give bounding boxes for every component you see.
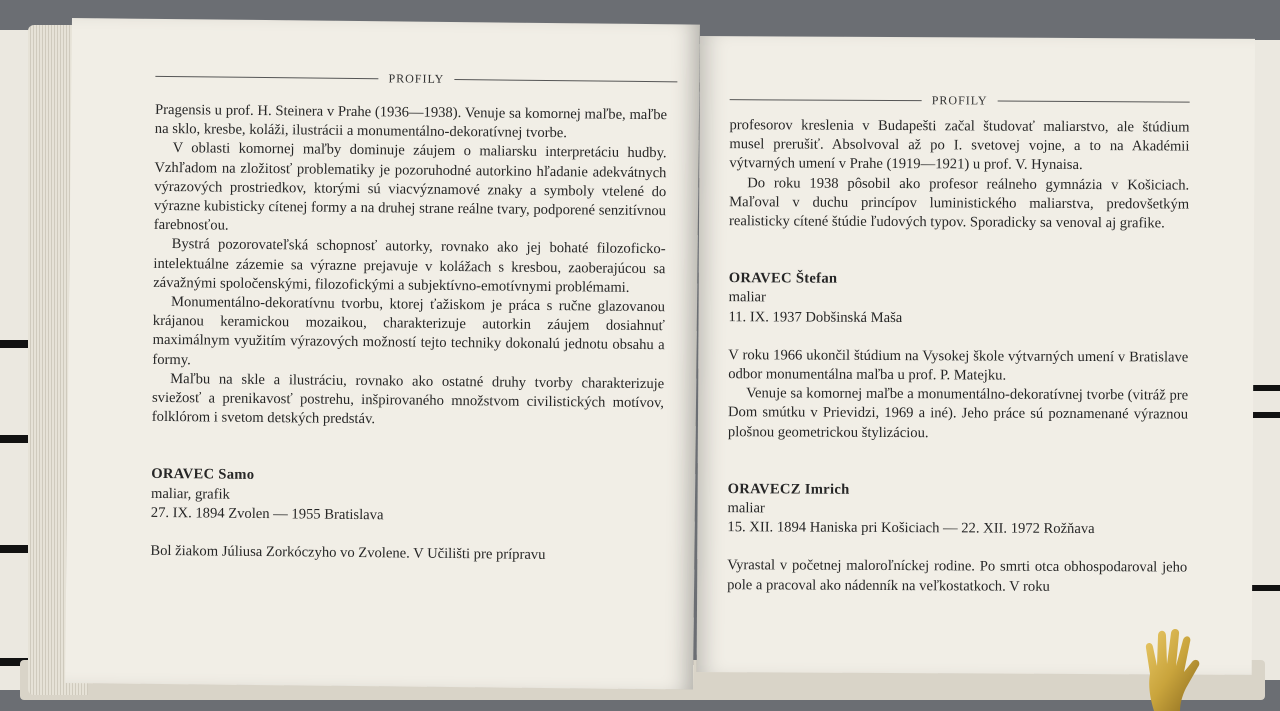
paragraph: V oblasti komornej maľby dominuje záujem o maliarsku interpretáciu hudby. Vzhľadom na zložitosť problematiky je pozoruhodné autorkino hľadanie adekvátnych výrazových prostriedkov, ktorými sú viacvýznamové znaky a symboly vtelené do výrazne kubisticky cítenej formy a na druhej strane reálne tvary, podporené senzitívnou farebnosťou. [153,140,667,234]
paragraph: Pragensis u prof. H. Steinera v Prahe (1936—1938). Venuje sa komornej maľbe, maľbe na sklo, kresbe, koláži, ilustrácii a monumentálno-dekoratívnej tvorbe. [154,101,668,142]
paragraph: Maľbu na skle a ilustráciu, rovnako ako ostatné druhy tvorby charakterizuje sviežosť a prenikavosť postrehu, inšpirovaného množstvom civilistických motívov, folklórom i svetom detských predstáv. [151,370,665,428]
paragraph: Do roku 1938 pôsobil ako profesor reálneho gymnázia v Košiciach. Maľoval v duchu princípov luministického maliarstva, predovšetkým realisticky cítené štúdie ľudových typov. Sporadicky sa venoval aj grafike. [728,174,1190,232]
artist-profession: maliar [727,500,765,517]
artist-entry [728,269,1189,444]
head-rule [730,99,922,101]
running-head-text: PROFILY [388,71,445,86]
paragraph: Bol žiakom Júliusa Zorkóczyho vo Zvolene. V Učilišti pre prípravu [150,542,546,564]
artist-entry [150,465,663,566]
artist-entry [727,480,1188,597]
paragraph: Monumentálno-dekoratívnu tvorbu, ktorej ťažiskom je práca s ručne glazovanou krájanou keramickou mozaikou, charakterizuje autorkin záujem dosiahnuť maximálnym využitím výrazových možností tejto techniky dokonalú jednotu obsahu a formy. [152,294,666,368]
artist-profession: maliar, grafik [150,485,230,503]
paragraph: Vyrastal v početnej maloroľníckej rodine. Po smrti otca obhospodaroval jeho pole a pracoval ako nádenník na veľkostatkoch. V roku [727,557,1188,595]
brass-hand-page-holder-icon [1140,628,1210,711]
paragraph: Bystrá pozorovateľská schopnosť autorky, rovnako ako jej bohaté filozoficko-intelektuálne zázemie sa výrazne prejavuje v kolážach s kresbou, zaoberajúcou sa závažnými spoločenskými, filozofickými a subjektívno-emotívnymi problémami. [153,236,666,296]
running-head-text: PROFILY [931,93,988,108]
artist-name: ORAVEC Štefan [728,270,838,287]
left-page [65,18,700,690]
left-text-block [150,101,667,567]
artist-dates: 11. IX. 1937 Dobšinská Maša [728,308,903,326]
artist-dates: 27. IX. 1894 Zvolen — 1955 Bratislava [150,504,384,524]
head-rule [998,101,1190,103]
head-rule [454,79,677,82]
artist-name: ORAVECZ Imrich [727,480,850,498]
paragraph: profesorov kreslenia v Budapešti začal študovať maliarstvo, ale štúdium musel prerušiť. Absolvoval až po I. svetovej vojne, a to na Akadémii výtvarných umení v Prahe (1919—1921) u prof. V. Hynaisa. [729,117,1190,174]
running-head-left [155,69,677,89]
running-head-right [730,92,1190,109]
artist-profession: maliar [728,289,766,306]
head-rule [155,76,378,79]
right-text-block [727,116,1190,597]
artist-name: ORAVEC Samo [151,466,255,484]
paragraph: Venuje sa komornej maľbe a monumentálno-dekoratívnej tvorbe (vitráž pre Dom smútku v Prievidzi, 1969 a iné). Jeho práce sú poznamenané výraznou plošnou geometrickou štylizáciou. [727,385,1189,441]
paragraph: V roku 1966 ukončil štúdium na Vysokej škole výtvarných umení v Bratislave odbor monumentálna maľba u prof. P. Matejku. [728,346,1189,384]
right-page [697,36,1255,675]
artist-dates: 15. XII. 1894 Haniska pri Košiciach — 22. XII. 1972 Rožňava [727,519,1095,538]
